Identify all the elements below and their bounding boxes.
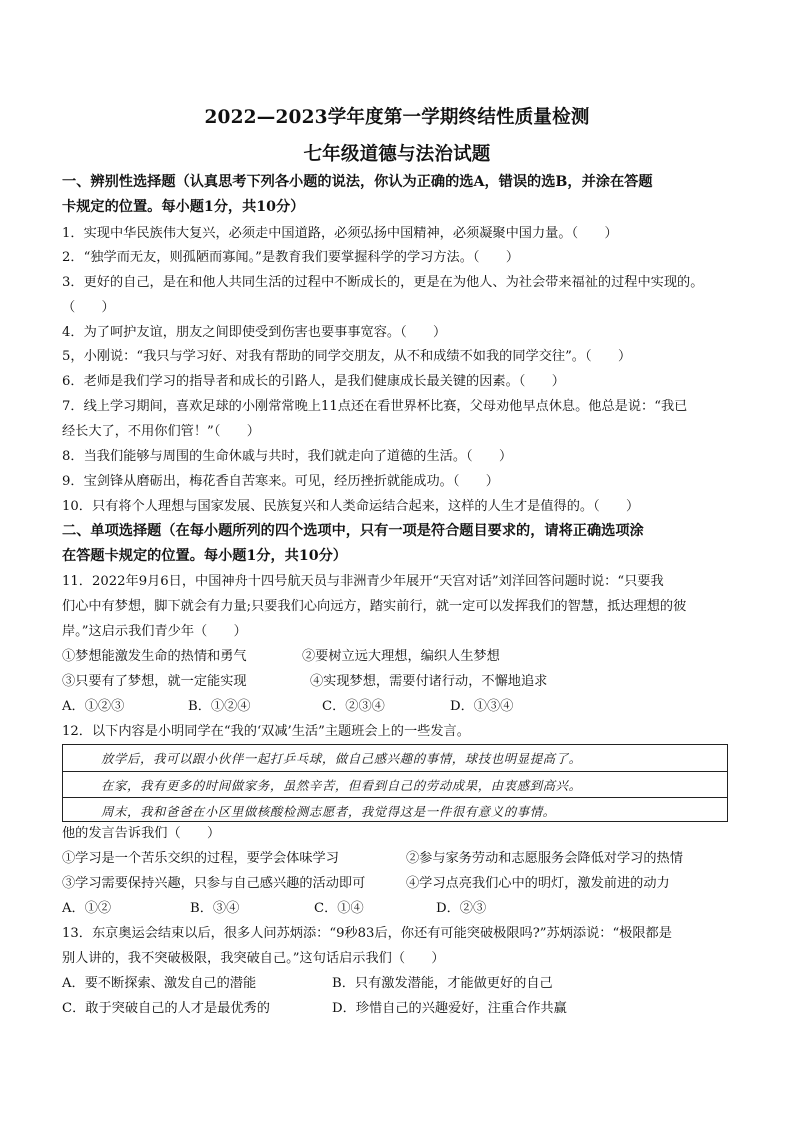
question-12-ask: 他的发言告诉我们（ ） — [62, 826, 221, 841]
section2-heading: 二、单项选择题（在每小题所列的四个选项中，只有一项是符合题目要求的，请将正确选项涂 — [62, 523, 644, 539]
question-9: 9．宝剑锋从磨砺出，梅花香自苦寒来。可见，经历挫折就能成功。（ ） — [62, 474, 499, 489]
question-1: 1．实现中华民族伟大复兴，必须走中国道路，必须弘扬中国精神，必须凝聚中国力量。（ ） — [62, 226, 618, 241]
q12-option-c: C．①④ — [314, 901, 364, 916]
section1-heading: 一、辨别性选择题（认真思考下列各小题的说法，你认为正确的选A，错误的选B，并涂在答题 — [62, 174, 653, 190]
q11-statement-1: ①梦想能激发生命的热情和勇气 — [62, 649, 247, 664]
question-7-cont: 经长大了，不用你们管！”（ ） — [62, 424, 260, 439]
exam-subtitle: 七年级道德与法治试题 — [303, 144, 491, 165]
question-8: 8．当我们能够与周围的生命休戚与共时，我们就走向了道德的生活。（ ） — [62, 449, 513, 464]
q12-quote-table — [62, 744, 728, 822]
q12-statement-1: ①学习是一个苦乐交织的过程，要学会体味学习 — [62, 851, 339, 866]
q12-quote-3: 周末，我和爸爸在小区里做核酸检测志愿者，我觉得这是一件很有意义的事情。 — [101, 804, 556, 819]
question-3: 3．更好的自己，是在和他人共同生活的过程中不断成长的，更是在为他人、为社会带来福祉的过程中实现的。 — [62, 275, 704, 290]
q11-option-c: C．②③④ — [322, 699, 385, 714]
q12-quote-row — [63, 771, 727, 797]
q13-option-a: A．要不断探索、激发自己的潜能 — [62, 976, 257, 991]
question-13-cont: 别人讲的，我不突破极限，我突破自己。”这句话启示我们（ ） — [62, 951, 445, 966]
q13-option-b: B．只有激发潜能，才能做更好的自己 — [332, 976, 553, 991]
q12-quote-2: 在家，我有更多的时间做家务，虽然辛苦，但看到自己的劳动成果，由衷感到高兴。 — [101, 778, 582, 793]
q13-option-c: C．敢于突破自己的人才是最优秀的 — [62, 1001, 270, 1016]
q12-option-b: B．③④ — [190, 901, 240, 916]
exam-title: 2022—2023学年度第一学期终结性质量检测 — [204, 107, 590, 128]
q11-statement-2: ②要树立远大理想，编织人生梦想 — [302, 649, 500, 664]
q11-option-a: A．①②③ — [62, 699, 125, 714]
q11-option-d: D．①③④ — [450, 699, 514, 714]
q11-option-b: B．①②④ — [188, 699, 251, 714]
q12-statement-2: ②参与家务劳动和志愿服务会降低对学习的热情 — [406, 851, 683, 866]
q12-quote-1: 放学后，我可以跟小伙伴一起打乒乓球，做自己感兴趣的事情，球技也明显提高了。 — [101, 751, 582, 766]
q11-statement-3: ③只要有了梦想，就一定能实现 — [62, 674, 247, 689]
q12-option-a: A．①② — [62, 901, 112, 916]
question-13: 13．东京奥运会结束以后，很多人问苏炳添：“9秒83后，你还有可能突破极限吗?”苏炳添说：“极限都是 — [62, 926, 672, 941]
question-6: 6．老师是我们学习的指导者和成长的引路人，是我们健康成长最关键的因素。（ ） — [62, 374, 565, 389]
question-4: 4．为了呵护友谊，朋友之间即使受到伤害也要事事宽容。（ ） — [62, 325, 447, 340]
question-12: 12．以下内容是小明同学在“我的‘双减’生活”主题班会上的一些发言。 — [62, 724, 470, 739]
question-7: 7．线上学习期间，喜欢足球的小刚常常晚上11点还在看世界杯比赛，父母劝他早点休息。他总是说：“我已 — [62, 399, 688, 414]
q12-quote-row — [63, 797, 727, 823]
question-11-cont2: 岸。”这启示我们青少年（ ） — [62, 624, 247, 639]
section1-heading-cont: 卡规定的位置。每小题1分，共10分） — [62, 199, 305, 215]
q12-option-d: D．②③ — [436, 901, 487, 916]
question-5: 5，小刚说：“我只与学习好、对我有帮助的同学交朋友，从不和成绩不如我的同学交往”。（ ） — [62, 349, 632, 364]
q13-option-d: D．珍惜自己的兴趣爱好，注重合作共赢 — [332, 1001, 567, 1016]
question-2: 2．“独学而无友，则孤陋而寡闻。”是教育我们要掌握科学的学习方法。（ ） — [62, 250, 520, 265]
q11-statement-4: ④实现梦想，需要付诸行动，不懈地追求 — [310, 674, 548, 689]
q12-statement-3: ③学习需要保持兴趣，只参与自己感兴趣的活动即可 — [62, 876, 366, 891]
question-11-cont: 们心中有梦想，脚下就会有力量;只要我们心向远方，踏实前行，就一定可以发挥我们的智慧，抵达理想的彼 — [62, 599, 687, 614]
q12-quote-row — [63, 745, 727, 771]
section2-heading-cont: 在答题卡规定的位置。每小题1分，共10分） — [62, 548, 347, 564]
question-11: 11．2022年9月6日，中国神舟十四号航天员与非洲青少年展开“天宫对话”刘洋回答问题时说：“只要我 — [62, 574, 664, 589]
question-3-cont: （ ） — [62, 300, 115, 315]
q12-statement-4: ④学习点亮我们心中的明灯，激发前进的动力 — [406, 876, 670, 891]
question-10: 10．只有将个人理想与国家发展、民族复兴和人类命运结合起来，这样的人生才是值得的。（ ） — [62, 499, 640, 514]
